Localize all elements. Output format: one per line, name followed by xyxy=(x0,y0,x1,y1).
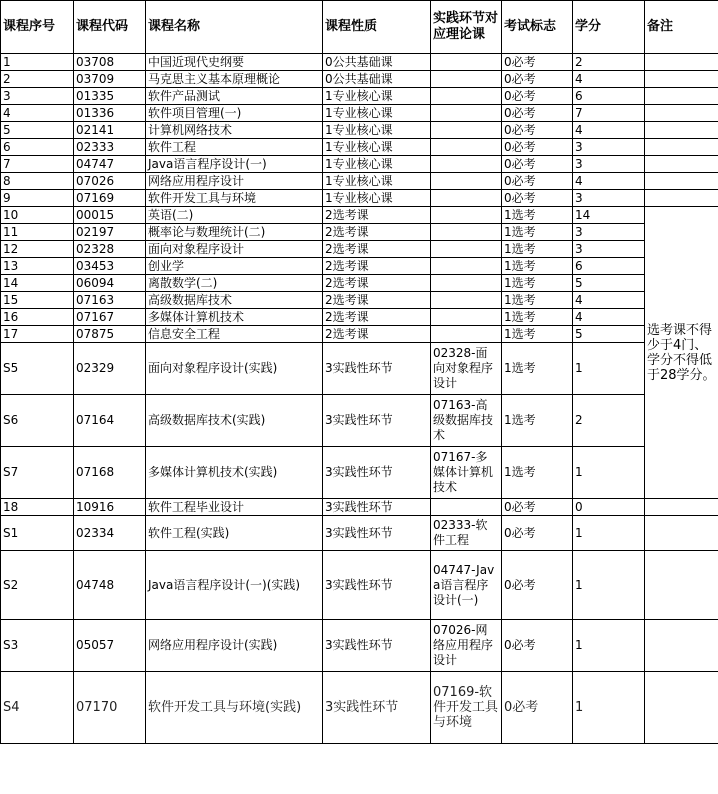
cell-type: 1专业核心课 xyxy=(323,190,431,207)
cell-theory xyxy=(431,241,502,258)
cell-type: 3实践性环节 xyxy=(323,395,431,447)
cell-remark xyxy=(645,190,718,207)
cell-code: 02333 xyxy=(74,139,146,156)
cell-seq: 5 xyxy=(1,122,74,139)
cell-remark xyxy=(645,516,718,551)
cell-credit: 2 xyxy=(573,395,645,447)
cell-seq: S3 xyxy=(1,620,74,672)
cell-type: 1专业核心课 xyxy=(323,156,431,173)
cell-type: 3实践性环节 xyxy=(323,672,431,744)
cell-code: 04748 xyxy=(74,551,146,620)
cell-type: 2选考课 xyxy=(323,326,431,343)
cell-type: 3实践性环节 xyxy=(323,551,431,620)
cell-theory xyxy=(431,224,502,241)
cell-credit: 3 xyxy=(573,241,645,258)
cell-theory xyxy=(431,207,502,224)
cell-seq: S1 xyxy=(1,516,74,551)
cell-exam: 1选考 xyxy=(502,395,573,447)
cell-credit: 2 xyxy=(573,54,645,71)
cell-theory xyxy=(431,139,502,156)
cell-theory xyxy=(431,258,502,275)
cell-code: 07170 xyxy=(74,672,146,744)
header-seq: 课程序号 xyxy=(1,1,74,54)
cell-credit: 5 xyxy=(573,326,645,343)
cell-seq: 1 xyxy=(1,54,74,71)
cell-type: 0公共基础课 xyxy=(323,71,431,88)
cell-theory xyxy=(431,88,502,105)
table-row xyxy=(1,447,718,499)
cell-seq: 9 xyxy=(1,190,74,207)
cell-code: 07167 xyxy=(74,309,146,326)
cell-name: 多媒体计算机技术(实践) xyxy=(146,447,323,499)
cell-theory xyxy=(431,156,502,173)
cell-credit: 1 xyxy=(573,672,645,744)
cell-remark xyxy=(645,156,718,173)
table-row xyxy=(1,326,718,343)
cell-name: 概率论与数理统计(二) xyxy=(146,224,323,241)
cell-theory: 07169-软件开发工具与环境 xyxy=(431,672,502,744)
cell-type: 2选考课 xyxy=(323,258,431,275)
cell-exam: 0必考 xyxy=(502,620,573,672)
cell-name: 软件开发工具与环境(实践) xyxy=(146,672,323,744)
table-row xyxy=(1,88,718,105)
cell-exam: 0必考 xyxy=(502,173,573,190)
cell-seq: 14 xyxy=(1,275,74,292)
cell-name: 马克思主义基本原理概论 xyxy=(146,71,323,88)
cell-theory xyxy=(431,292,502,309)
cell-remark xyxy=(645,105,718,122)
cell-type: 2选考课 xyxy=(323,207,431,224)
cell-seq: 11 xyxy=(1,224,74,241)
cell-type: 3实践性环节 xyxy=(323,516,431,551)
table-row xyxy=(1,207,718,224)
cell-theory: 07167-多媒体计算机技术 xyxy=(431,447,502,499)
cell-exam: 0必考 xyxy=(502,54,573,71)
cell-credit: 7 xyxy=(573,105,645,122)
cell-code: 07164 xyxy=(74,395,146,447)
cell-theory xyxy=(431,122,502,139)
cell-exam: 0必考 xyxy=(502,156,573,173)
cell-name: 网络应用程序设计 xyxy=(146,173,323,190)
cell-seq: 16 xyxy=(1,309,74,326)
cell-name: 软件项目管理(一) xyxy=(146,105,323,122)
header-theory: 实践环节对应理论课 xyxy=(431,1,502,54)
cell-name: 计算机网络技术 xyxy=(146,122,323,139)
cell-type: 3实践性环节 xyxy=(323,447,431,499)
cell-credit: 3 xyxy=(573,190,645,207)
cell-seq: 4 xyxy=(1,105,74,122)
cell-seq: 10 xyxy=(1,207,74,224)
cell-type: 3实践性环节 xyxy=(323,343,431,395)
cell-name: Java语言程序设计(一) xyxy=(146,156,323,173)
table-row xyxy=(1,258,718,275)
cell-exam: 1选考 xyxy=(502,292,573,309)
header-exam: 考试标志 xyxy=(502,1,573,54)
cell-seq: S7 xyxy=(1,447,74,499)
cell-exam: 0必考 xyxy=(502,105,573,122)
cell-name: 软件产品测试 xyxy=(146,88,323,105)
cell-exam: 0必考 xyxy=(502,122,573,139)
table-row xyxy=(1,105,718,122)
cell-remark xyxy=(645,54,718,71)
table-row xyxy=(1,516,718,551)
cell-exam: 0必考 xyxy=(502,551,573,620)
cell-credit: 4 xyxy=(573,309,645,326)
cell-name: 软件开发工具与环境 xyxy=(146,190,323,207)
cell-exam: 1选考 xyxy=(502,326,573,343)
cell-seq: 8 xyxy=(1,173,74,190)
cell-name: 中国近现代史纲要 xyxy=(146,54,323,71)
header-type: 课程性质 xyxy=(323,1,431,54)
cell-seq: 12 xyxy=(1,241,74,258)
cell-seq: S2 xyxy=(1,551,74,620)
cell-name: 高级数据库技术(实践) xyxy=(146,395,323,447)
cell-name: 多媒体计算机技术 xyxy=(146,309,323,326)
cell-name: 面向对象程序设计(实践) xyxy=(146,343,323,395)
cell-code: 03453 xyxy=(74,258,146,275)
cell-seq: 6 xyxy=(1,139,74,156)
cell-remark xyxy=(645,551,718,620)
table-row xyxy=(1,275,718,292)
cell-code: 01336 xyxy=(74,105,146,122)
cell-code: 07169 xyxy=(74,190,146,207)
cell-code: 02197 xyxy=(74,224,146,241)
header-row xyxy=(1,1,718,54)
cell-name: 离散数学(二) xyxy=(146,275,323,292)
cell-exam: 1选考 xyxy=(502,224,573,241)
cell-seq: 13 xyxy=(1,258,74,275)
table-row xyxy=(1,122,718,139)
cell-seq: 2 xyxy=(1,71,74,88)
cell-credit: 4 xyxy=(573,71,645,88)
cell-theory xyxy=(431,71,502,88)
cell-theory xyxy=(431,309,502,326)
table-row xyxy=(1,156,718,173)
cell-exam: 1选考 xyxy=(502,447,573,499)
table-row xyxy=(1,190,718,207)
cell-theory xyxy=(431,190,502,207)
cell-name: 面向对象程序设计 xyxy=(146,241,323,258)
cell-remark xyxy=(645,620,718,672)
cell-exam: 1选考 xyxy=(502,241,573,258)
cell-seq: S4 xyxy=(1,672,74,744)
cell-theory xyxy=(431,326,502,343)
header-code: 课程代码 xyxy=(74,1,146,54)
cell-credit: 14 xyxy=(573,207,645,224)
cell-code: 02329 xyxy=(74,343,146,395)
cell-type: 1专业核心课 xyxy=(323,122,431,139)
cell-name: 创业学 xyxy=(146,258,323,275)
table-row xyxy=(1,343,718,395)
cell-name: 英语(二) xyxy=(146,207,323,224)
cell-remark xyxy=(645,88,718,105)
table-row xyxy=(1,395,718,447)
cell-type: 2选考课 xyxy=(323,309,431,326)
cell-seq: S6 xyxy=(1,395,74,447)
cell-exam: 0必考 xyxy=(502,71,573,88)
cell-code: 06094 xyxy=(74,275,146,292)
cell-type: 2选考课 xyxy=(323,241,431,258)
cell-theory: 07026-网络应用程序设计 xyxy=(431,620,502,672)
cell-theory xyxy=(431,499,502,516)
cell-code: 02334 xyxy=(74,516,146,551)
cell-credit: 1 xyxy=(573,343,645,395)
cell-name: 软件工程(实践) xyxy=(146,516,323,551)
cell-code: 07875 xyxy=(74,326,146,343)
cell-credit: 5 xyxy=(573,275,645,292)
cell-seq: 15 xyxy=(1,292,74,309)
table-row xyxy=(1,292,718,309)
table-row xyxy=(1,173,718,190)
cell-theory xyxy=(431,105,502,122)
cell-code: 05057 xyxy=(74,620,146,672)
cell-theory xyxy=(431,275,502,292)
cell-remark xyxy=(645,672,718,744)
cell-name: 软件工程 xyxy=(146,139,323,156)
cell-code: 07168 xyxy=(74,447,146,499)
cell-type: 2选考课 xyxy=(323,292,431,309)
cell-type: 2选考课 xyxy=(323,224,431,241)
cell-theory: 07163-高级数据库技术 xyxy=(431,395,502,447)
table-row xyxy=(1,139,718,156)
cell-code: 07026 xyxy=(74,173,146,190)
cell-code: 02141 xyxy=(74,122,146,139)
table-row xyxy=(1,551,718,620)
cell-credit: 1 xyxy=(573,620,645,672)
cell-credit: 0 xyxy=(573,499,645,516)
cell-remark xyxy=(645,71,718,88)
cell-theory: 02333-软件工程 xyxy=(431,516,502,551)
cell-name: Java语言程序设计(一)(实践) xyxy=(146,551,323,620)
cell-exam: 0必考 xyxy=(502,499,573,516)
header-remark: 备注 xyxy=(645,1,718,54)
cell-code: 03708 xyxy=(74,54,146,71)
cell-theory: 02328-面向对象程序设计 xyxy=(431,343,502,395)
cell-exam: 0必考 xyxy=(502,190,573,207)
cell-type: 2选考课 xyxy=(323,275,431,292)
cell-theory xyxy=(431,54,502,71)
cell-exam: 1选考 xyxy=(502,258,573,275)
cell-credit: 4 xyxy=(573,122,645,139)
cell-type: 1专业核心课 xyxy=(323,88,431,105)
cell-seq: S5 xyxy=(1,343,74,395)
table-row xyxy=(1,241,718,258)
cell-seq: 18 xyxy=(1,499,74,516)
cell-exam: 1选考 xyxy=(502,275,573,292)
table-row xyxy=(1,499,718,516)
cell-seq: 7 xyxy=(1,156,74,173)
cell-name: 高级数据库技术 xyxy=(146,292,323,309)
table-row xyxy=(1,71,718,88)
cell-code: 04747 xyxy=(74,156,146,173)
cell-credit: 6 xyxy=(573,258,645,275)
cell-credit: 1 xyxy=(573,447,645,499)
cell-name: 信息安全工程 xyxy=(146,326,323,343)
cell-code: 01335 xyxy=(74,88,146,105)
cell-credit: 1 xyxy=(573,551,645,620)
cell-exam: 0必考 xyxy=(502,139,573,156)
table-row xyxy=(1,309,718,326)
cell-type: 1专业核心课 xyxy=(323,139,431,156)
cell-exam: 0必考 xyxy=(502,516,573,551)
cell-code: 07163 xyxy=(74,292,146,309)
cell-theory xyxy=(431,173,502,190)
header-name: 课程名称 xyxy=(146,1,323,54)
elective-remark: 选考课不得少于4门、学分不得低于28学分。 xyxy=(645,207,718,499)
cell-remark xyxy=(645,122,718,139)
cell-remark xyxy=(645,173,718,190)
cell-credit: 4 xyxy=(573,292,645,309)
cell-exam: 0必考 xyxy=(502,672,573,744)
cell-credit: 3 xyxy=(573,139,645,156)
header-credit: 学分 xyxy=(573,1,645,54)
cell-type: 1专业核心课 xyxy=(323,105,431,122)
cell-code: 02328 xyxy=(74,241,146,258)
cell-code: 03709 xyxy=(74,71,146,88)
cell-type: 3实践性环节 xyxy=(323,499,431,516)
cell-name: 软件工程毕业设计 xyxy=(146,499,323,516)
cell-name: 网络应用程序设计(实践) xyxy=(146,620,323,672)
cell-exam: 0必考 xyxy=(502,88,573,105)
cell-credit: 4 xyxy=(573,173,645,190)
cell-exam: 1选考 xyxy=(502,343,573,395)
cell-exam: 1选考 xyxy=(502,309,573,326)
cell-seq: 17 xyxy=(1,326,74,343)
cell-credit: 1 xyxy=(573,516,645,551)
table-row xyxy=(1,224,718,241)
cell-code: 10916 xyxy=(74,499,146,516)
cell-type: 0公共基础课 xyxy=(323,54,431,71)
cell-type: 1专业核心课 xyxy=(323,173,431,190)
cell-exam: 1选考 xyxy=(502,207,573,224)
cell-credit: 3 xyxy=(573,156,645,173)
cell-type: 3实践性环节 xyxy=(323,620,431,672)
table-row xyxy=(1,672,718,744)
table-row xyxy=(1,620,718,672)
cell-credit: 3 xyxy=(573,224,645,241)
cell-code: 00015 xyxy=(74,207,146,224)
cell-theory: 04747-Java语言程序设计(一) xyxy=(431,551,502,620)
cell-seq: 3 xyxy=(1,88,74,105)
cell-credit: 6 xyxy=(573,88,645,105)
table-row xyxy=(1,54,718,71)
cell-remark xyxy=(645,139,718,156)
cell-remark xyxy=(645,499,718,516)
